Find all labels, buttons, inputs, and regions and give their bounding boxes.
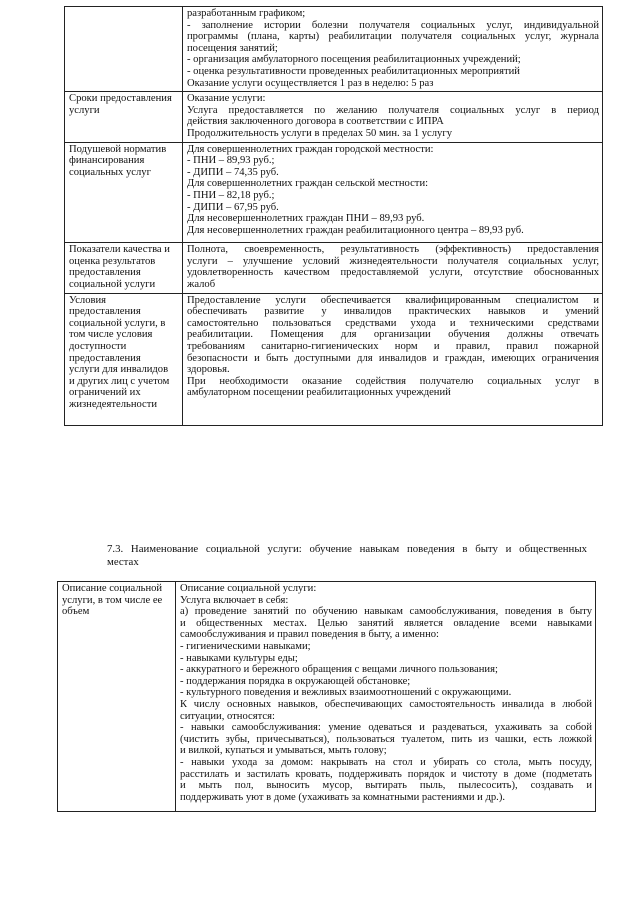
text-line: удовлетворенность качеством предоставляемой услуги, отсутствие обоснованных: [187, 267, 599, 279]
text-line: Продолжительность услуги в пределах 50 мин. за 1 услугу: [187, 127, 452, 139]
text-line: Услуга предоставляется по желанию получателя социальных услуг в период: [187, 104, 599, 116]
text-line: Показатели качества и: [69, 244, 170, 256]
text-line: доступности: [69, 341, 127, 353]
text-line: услуги – улучшение условий жизнедеятельности получателя социальных услуг,: [187, 255, 599, 267]
text-line: амбулаторном посещении реабилитационных учреждений: [187, 387, 451, 399]
text-line: самостоятельно пользоваться средствами ухода и техническими средствами: [187, 317, 599, 329]
text-line: - оценка результативности проведенных реабилитационных мероприятий: [187, 65, 520, 77]
table-row: [65, 7, 603, 92]
row-content: [183, 7, 603, 92]
text-line: услуги: [69, 104, 100, 116]
text-line: Полнота, своевременность, результативность (эффективность) предоставления: [187, 244, 599, 256]
text-line: Описание социальной: [62, 583, 163, 594]
text-line: социальной услуги: [69, 279, 156, 291]
text-line: услуги, в том числе ее: [62, 594, 163, 606]
text-line: Описание социальной услуги:: [180, 583, 317, 594]
text-line: - организация амбулаторного посещения реабилитационных учреждений;: [187, 54, 521, 66]
section-heading: [107, 543, 587, 568]
table-row: [65, 293, 603, 425]
row-content: [183, 142, 603, 243]
text-line: ситуации, относятся:: [180, 710, 275, 722]
text-line: разработанным графиком;: [187, 8, 306, 19]
table-row: [65, 92, 603, 142]
text-line: услуги для инвалидов: [69, 364, 169, 376]
text-line: и мыть пол, выносить мусор, вытирать пыль, пылесосить), создавать и: [180, 780, 592, 792]
text-line: и вилкой, купаться и умываться, мыть голову;: [180, 745, 387, 757]
text-line: - ПНИ – 82,18 руб.;: [187, 189, 275, 201]
text-line: Для совершеннолетних граждан городской местности:: [187, 143, 434, 155]
text-line: том числе условия: [69, 329, 153, 341]
text-line: здоровья.: [187, 364, 230, 376]
text-line: а) проведение занятий по обучению навыкам самообслуживания, поведения в быту: [180, 606, 592, 618]
text-line: - навыки ухода за домом: накрывать на стол и убирать со стола, мыть посуду,: [180, 756, 592, 768]
text-line: поддерживать уют в доме (ухаживать за комнатными растениями и др.).: [180, 791, 506, 803]
text-line: - культурного поведения и вежливых взаимоотношений с окружающими.: [180, 687, 512, 699]
row-content: [183, 293, 603, 425]
row-label: [65, 142, 183, 243]
top-table-body: [65, 7, 603, 426]
text-line: При необходимости оказание содействия получателю социальных услуг в: [187, 375, 599, 387]
text-line: - гигиеническими навыками;: [180, 640, 311, 652]
text-line: Услуга включает в себя:: [180, 594, 289, 606]
text-line: объем: [62, 606, 90, 618]
text-line: - заполнение истории болезни получателя социальных услуг, индивидуальной: [187, 19, 599, 31]
text-line: - ДИПИ – 67,95 руб.: [187, 201, 279, 213]
text-line: социальных услуг: [69, 166, 151, 178]
text-line: - аккуратного и бережного обращения с вещами личного пользования;: [180, 664, 498, 676]
text-line: и общественных местах. Целью занятий является овладение всеми навыками: [180, 617, 592, 629]
text-line: - ДИПИ – 74,35 руб.: [187, 166, 279, 178]
text-line: действия заключенного договора в соответствии с ИПРА: [187, 116, 444, 128]
table-row: [65, 243, 603, 293]
text-line: финансирования: [69, 155, 145, 167]
text-line: Оказание услуги:: [187, 93, 266, 105]
text-line: безопасности и быть доступными для инвалидов и граждан, имеющих ограничения: [187, 352, 599, 364]
text-line: - навыки самообслуживания: умение одеваться и раздеваться, ухаживать за собой: [180, 722, 592, 734]
table-row: [65, 142, 603, 243]
text-line: программы (плана, карты) реабилитации получателя социальных услуг, журнала: [187, 31, 599, 43]
text-line: посещения занятий;: [187, 42, 278, 54]
section-heading-line2: местах: [107, 555, 139, 568]
text-line: Для несовершеннолетних граждан ПНИ – 89,93 руб.: [187, 213, 425, 225]
text-line: предоставления: [69, 352, 141, 364]
row-label: [65, 92, 183, 142]
text-line: предоставления: [69, 267, 141, 279]
text-line: Для несовершеннолетних граждан реабилитационного центра – 89,93 руб.: [187, 224, 524, 236]
text-line: жалоб: [187, 279, 216, 291]
bottom-table: [57, 581, 596, 812]
text-line: предоставления: [69, 306, 141, 318]
text-line: Для совершеннолетних граждан сельской местности:: [187, 178, 429, 190]
text-line: Условия: [69, 294, 107, 306]
row-content: [176, 582, 596, 812]
text-line: ограничений их: [69, 387, 141, 399]
text-line: реабилитации. Помещения для организации обучения должны отвечать: [187, 329, 599, 341]
text-line: и других лиц с учетом: [69, 375, 170, 387]
row-content: [183, 92, 603, 142]
text-line: жизнедеятельности: [69, 399, 158, 410]
text-line: Сроки предоставления: [69, 93, 172, 105]
text-line: Предоставление услуги обеспечивается квалифицированным специалистом и: [187, 294, 599, 306]
text-line: - навыками культуры еды;: [180, 652, 298, 664]
text-line: социальной услуги, в: [69, 317, 166, 329]
text-line: - поддержания порядка в окружающей обстановке;: [180, 675, 411, 687]
text-line: - ПНИ – 89,93 руб.;: [187, 155, 275, 167]
text-line: Оказание услуги осуществляется 1 раз в неделю: 5 раз: [187, 77, 434, 89]
row-label: [65, 243, 183, 293]
row-content: [183, 243, 603, 293]
text-line: Подушевой норматив: [69, 143, 167, 155]
text-line: требованиям санитарно-гигиенических норм и правил, правил пожарной: [187, 341, 599, 353]
text-line: К числу основных навыков, обеспечивающих самостоятельность инвалида в любой: [180, 698, 592, 710]
text-line: (чистить зубы, причесываться), пользоваться туалетом, пить из чашки, есть ложкой: [180, 733, 592, 745]
section-heading-line1: 7.3. Наименование социальной услуги: обучение навыкам поведения в быту и общественных: [107, 543, 587, 555]
text-line: расстилать и застилать кровать, поддерживать порядок и чистоту в доме (подметать: [180, 768, 592, 780]
row-label: [65, 7, 183, 92]
table-row: [58, 582, 596, 812]
top-table: [64, 6, 603, 426]
text-line: обеспечивать развитие у инвалидов практических навыков и умений: [187, 306, 599, 318]
text-line: самообслуживания и правил поведения в быту, а именно:: [180, 629, 439, 641]
row-label: [65, 293, 183, 425]
text-line: оценка результатов: [69, 255, 156, 267]
row-label: [58, 582, 176, 812]
